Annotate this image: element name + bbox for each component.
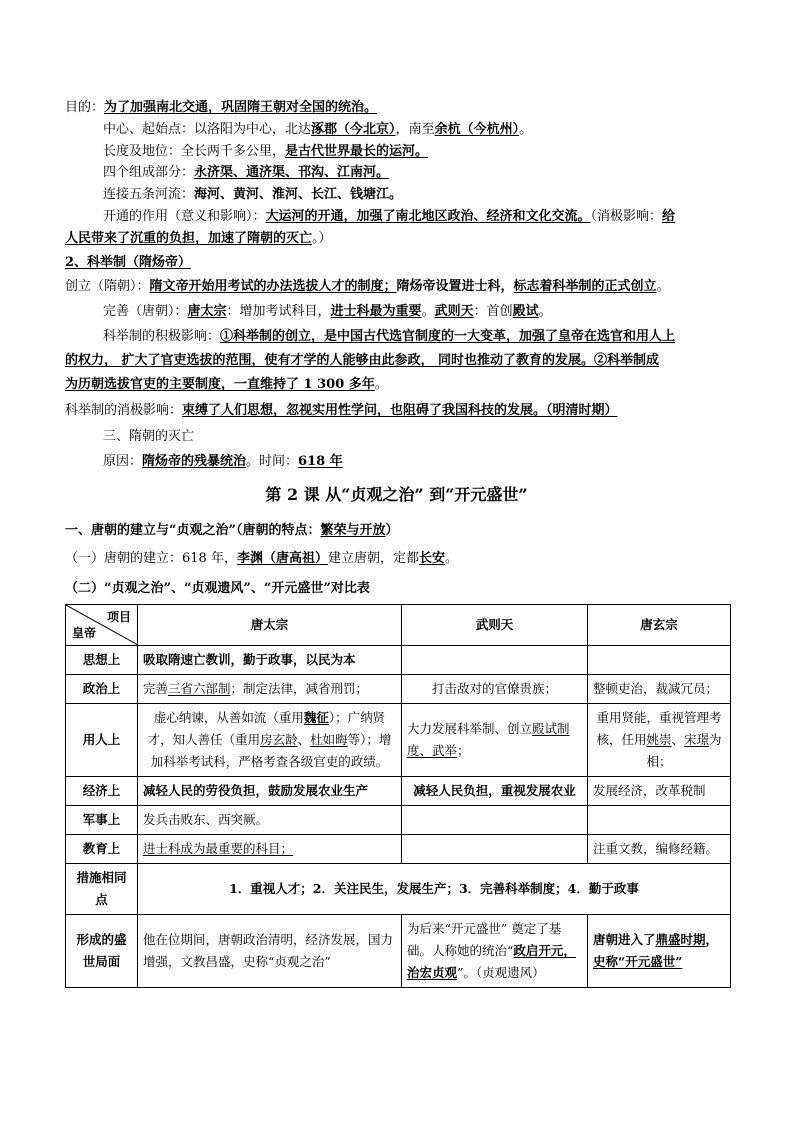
row-label: 军事上 bbox=[66, 806, 138, 835]
corner-top-label: 项目 bbox=[106, 610, 131, 624]
table-row bbox=[66, 806, 731, 835]
table-cell: 唐朝进入了鼎盛时期，史称“开元盛世” bbox=[588, 915, 731, 988]
table-header-row bbox=[66, 605, 731, 646]
table-row bbox=[66, 777, 731, 806]
column-header: 唐玄宗 bbox=[588, 605, 731, 646]
table-row bbox=[66, 675, 731, 704]
table-cell: 大力发展科举制、创立殿试制度、武举； bbox=[402, 704, 588, 777]
table-cell: 他在位期间，唐朝政治清明，经济发展，国力增强，文教昌盛，史称“贞观之治” bbox=[138, 915, 402, 988]
table-cell: 重用贤能，重视管理考核，任用姚崇、宋璟为相； bbox=[588, 704, 731, 777]
table-cell: 完善三省六部制；制定法律，减省刑罚； bbox=[138, 675, 402, 704]
rivers-line: 连接五条河流：海河、黄河、淮河、长江、钱塘江。 bbox=[103, 187, 403, 202]
exam-positive-line-3: 为历朝选拔官吏的主要制度，一直维持了 1 300 多年。 bbox=[65, 377, 388, 392]
center-line: 中心、起始点：以洛阳为中心，北达涿郡（今北京），南至余杭（今杭州）。 bbox=[103, 122, 533, 137]
table-cell: 发兵击败东、西突厥。 bbox=[138, 806, 402, 835]
row-label: 政治上 bbox=[66, 675, 138, 704]
table-cell: 进士科成为最重要的科目； bbox=[138, 835, 402, 864]
table-row bbox=[66, 646, 731, 675]
section-1-heading: 一、唐朝的建立与“贞观之治”（唐朝的特点：繁荣与开放） bbox=[65, 523, 399, 538]
sui-fall-cause-line: 原因：隋炀帝的残暴统治。时间：618 年 bbox=[103, 454, 343, 469]
row-label: 措施相同点 bbox=[66, 864, 138, 915]
table-cell bbox=[402, 806, 588, 835]
table-cell bbox=[402, 646, 588, 675]
purpose-line: 目的：为了加强南北交通，巩固隋王朝对全国的统治。 bbox=[65, 100, 378, 115]
exam-positive-line-2: 的权力， 扩大了官吏选拔的范围，使有才学的人能够由此参政， 同时也推动了教育的发展。②科举制成 bbox=[65, 353, 660, 368]
lesson-title: 第 2 课 从“贞观之治” 到“开元盛世” bbox=[265, 485, 528, 504]
effect-line-2: 人民带来了沉重的负担，加速了隋朝的灭亡。） bbox=[65, 231, 332, 246]
table-row bbox=[66, 704, 731, 777]
table-cell: 减轻人民负担，重视发展农业 bbox=[402, 777, 588, 806]
corner-bottom-label: 皇帝 bbox=[72, 626, 97, 640]
comparison-table bbox=[65, 604, 731, 988]
table-row bbox=[66, 864, 731, 915]
table-cell bbox=[402, 835, 588, 864]
effect-line: 开通的作用（意义和影响）：大运河的开通，加强了南北地区政治、经济和文化交流。（消极影响：给 bbox=[103, 209, 676, 224]
row-label: 教育上 bbox=[66, 835, 138, 864]
comparison-table-caption: （二）“贞观之治”、“贞观遗风”、“开元盛世”对比表 bbox=[65, 581, 370, 596]
column-header: 唐太宗 bbox=[138, 605, 402, 646]
length-line: 长度及地位：全长两千多公里，是古代世界最长的运河。 bbox=[103, 144, 429, 159]
sui-fall-heading: 三、隋朝的灭亡 bbox=[103, 429, 195, 444]
row-label: 用人上 bbox=[66, 704, 138, 777]
table-corner-cell bbox=[66, 605, 138, 646]
table-cell: 为后来“开元盛世” 奠定了基础。人称她的统治“政启开元，治宏贞观”。（贞观遗风） bbox=[402, 915, 588, 988]
table-cell bbox=[588, 806, 731, 835]
parts-line: 四个组成部分：永济渠、通济渠、邗沟、江南河。 bbox=[103, 165, 390, 180]
table-cell: 打击敌对的官僚贵族； bbox=[402, 675, 588, 704]
table-cell bbox=[588, 646, 731, 675]
table-row bbox=[66, 915, 731, 988]
table-cell: 1．重视人才；2．关注民生，发展生产；3．完善科举制度；4．勤于政事 bbox=[138, 864, 731, 915]
exam-heading: 2、科举制（隋炀帝） bbox=[65, 255, 192, 270]
table-cell: 发展经济，改革税制 bbox=[588, 777, 731, 806]
table-cell: 整顿吏治，裁减冗员； bbox=[588, 675, 731, 704]
table-cell: 注重文教，编修经籍。 bbox=[588, 835, 731, 864]
table-cell: 吸取隋速亡教训，勤于政事，以民为本 bbox=[138, 646, 402, 675]
row-label: 形成的盛世局面 bbox=[66, 915, 138, 988]
row-label: 经济上 bbox=[66, 777, 138, 806]
exam-perfect-line: 完善（唐朝）：唐太宗：增加考试科目，进士科最为重要。武则天：首创殿试。 bbox=[103, 304, 552, 319]
exam-found-line: 创立（隋朝）：隋文帝开始用考试的办法选拔人才的制度；隋炀帝设置进士科，标志着科举制的正式创立。 bbox=[65, 279, 670, 294]
tang-founding-line: （一）唐朝的建立：618 年，李渊（唐高祖）建立唐朝，定都长安。 bbox=[65, 551, 459, 566]
exam-negative-line: 科举制的消极影响：束缚了人们思想，忽视实用性学问，也阻碍了我国科技的发展。（明清时期） bbox=[65, 403, 618, 418]
column-header: 武则天 bbox=[402, 605, 588, 646]
table-cell: 虚心纳谏，从善如流（重用魏征）；广纳贤才，知人善任（重用房玄龄、杜如晦等）；增加科举考试科，严格考查各级官吏的政绩。 bbox=[138, 704, 402, 777]
table-cell: 减轻人民的劳役负担，鼓励发展农业生产 bbox=[138, 777, 402, 806]
table-row bbox=[66, 835, 731, 864]
exam-positive-line: 科举制的积极影响：①科举制的创立，是中国古代选官制度的一大变革，加强了皇帝在选官和用人上 bbox=[103, 329, 676, 344]
row-label: 思想上 bbox=[66, 646, 138, 675]
